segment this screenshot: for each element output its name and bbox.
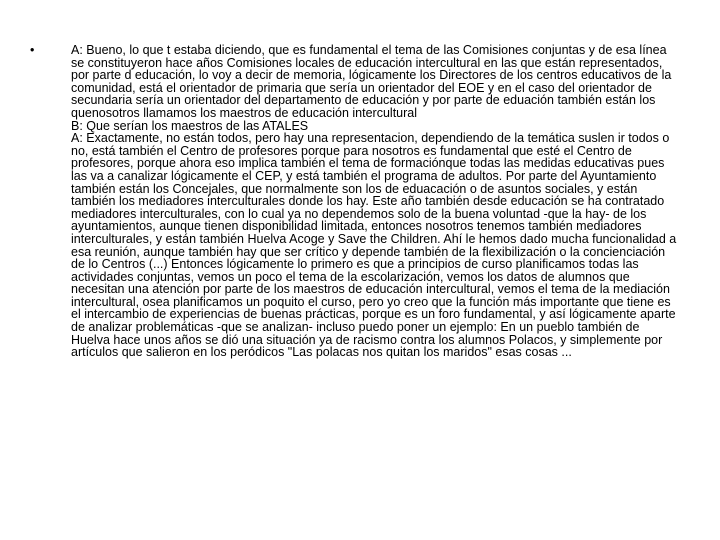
transcript-paragraph-a1: A: Bueno, lo que t estaba diciendo, que es fundamental el tema de las Comisiones conjuntas y de esa línea se constituyeron hace años Comisiones locales de educación intercultural en las que están representados, por parte d educación, lo voy a decir de memoria, lógicamente los Directores de los centros educativos de la comunidad, está el orientador de primaria que sería un orientador del EOE y en el caso del orientador de secundaria sería un orientador del departamento de educación y por parte de eduación también están los quenosotros llamamos los maestros de educación intercultural xyxy=(71,43,672,120)
transcript-paragraph-a2: A: Exactamente, no están todos, pero hay una representacion, dependiendo de la temática suslen ir todos o no, está también el Centro de profesores porque para nosotros es fundamental que esté el Centro de profesores, porque ahora eso implica también el tema de formaciónque todas las medidas educativas pues las va a canalizar lógicamente el CEP, y está también el programa de adultos. Por parte del Ayuntamiento también están los Concejales, que normalmente son los de eduacación o de asuntos sociales, y están también los mediadores interculturales donde los hay. Este año también desde educación se ha contratado mediadores interculturales, con lo cual ya no dependemos solo de la buena voluntad -que la hay- de los ayuntamientos, aunque tienen disponibilidad limitada, entonces nosotros tenemos también mediadores interculturales, y están también Huelva Acoge y Save the Children. Ahí le hemos dado mucha funcionalidad a esa reunión, aunque también hay que ser crítico y depende también de la flexibilización o la concienciación de lo Centros (...) Entonces lógicamente lo primero es que a principios de curso planificamos todas las actividades conjuntas, vemos un poco el tema de la escolarización, vemos los datos de alumnos que necesitan una atención por parte de los maestros de educación intercultural, vemos el tema de la mediación intercultural, osea planificamos un poquito el curso, pero yo creo que la función más importante que tiene es el intercambio de experiencias de buenas prácticas, porque es un foro fundamental, y así lógicamente aparte de analizar problemáticas -que se analizan- incluso puedo poner un ejemplo: En un pueblo también de Huelva hace unos años se dió una situación ya de racismo contra los alumnos Polacos, y simplemente por artículos que salieron en los peródicos "Las polacas nos quitan los maridos" esas cosas ... xyxy=(71,131,677,360)
bullet-marker: • xyxy=(30,43,35,57)
interview-transcript xyxy=(71,44,681,359)
transcript-paragraph-b1: B: Que serían los maestros de las ATALES xyxy=(71,118,309,133)
